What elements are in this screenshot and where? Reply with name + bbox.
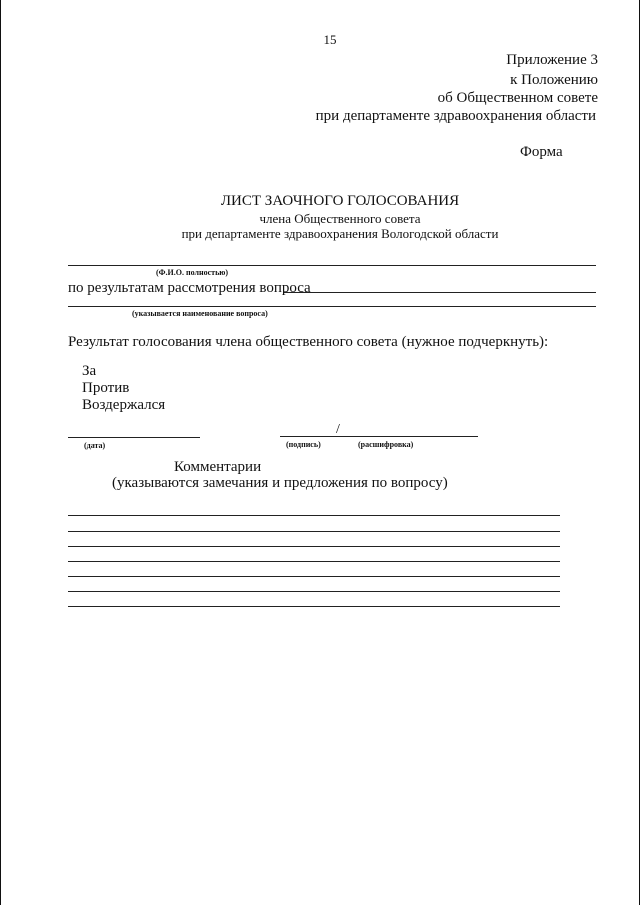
doc-subtitle-1: члена Общественного совета bbox=[259, 211, 421, 226]
option-against: Против bbox=[82, 380, 130, 396]
comment-line-1 bbox=[68, 515, 560, 516]
comment-line-2 bbox=[68, 531, 560, 532]
appendix-line-2: к Положению bbox=[510, 72, 598, 88]
date-line bbox=[68, 437, 200, 438]
doc-subtitle-2: при департаменте здравоохранения Вологодской области bbox=[181, 226, 499, 241]
appendix-line-4: при департаменте здравоохранения области bbox=[315, 108, 596, 124]
comment-line-4 bbox=[68, 561, 560, 562]
option-for: За bbox=[82, 363, 97, 379]
date-caption: (дата) bbox=[84, 441, 106, 450]
comments-subtitle: (указываются замечания и предложения по вопросу) bbox=[112, 475, 448, 491]
result-heading: Результат голосования члена общественного совета (нужное подчеркнуть): bbox=[68, 334, 549, 350]
comment-line-6 bbox=[68, 591, 560, 592]
doc-title: ЛИСТ ЗАОЧНОГО ГОЛОСОВАНИЯ bbox=[220, 193, 460, 209]
form-label: Форма bbox=[520, 144, 563, 160]
left-scan-edge bbox=[0, 0, 1, 905]
appendix-line-3: об Общественном совете bbox=[437, 90, 598, 106]
decode-caption: (расшифровка) bbox=[358, 440, 414, 449]
fio-caption: (Ф.И.О. полностью) bbox=[156, 268, 229, 277]
comments-title: Комментарии bbox=[174, 459, 262, 475]
appendix-line-1: Приложение 3 bbox=[506, 52, 598, 68]
comment-line-7 bbox=[68, 606, 560, 607]
comment-line-5 bbox=[68, 576, 560, 577]
comment-line-3 bbox=[68, 546, 560, 547]
question-line-1 bbox=[284, 292, 596, 293]
page-number: 15 bbox=[323, 32, 337, 47]
question-caption: (указывается наименование вопроса) bbox=[132, 309, 268, 318]
option-abstain: Воздержался bbox=[82, 397, 166, 413]
signature-line bbox=[280, 436, 478, 437]
signature-caption: (подпись) bbox=[286, 440, 321, 449]
question-label: по результатам рассмотрения вопроса bbox=[68, 280, 311, 296]
fio-line bbox=[68, 265, 596, 266]
question-line-2 bbox=[68, 306, 596, 307]
signature-slash: / bbox=[336, 422, 340, 437]
